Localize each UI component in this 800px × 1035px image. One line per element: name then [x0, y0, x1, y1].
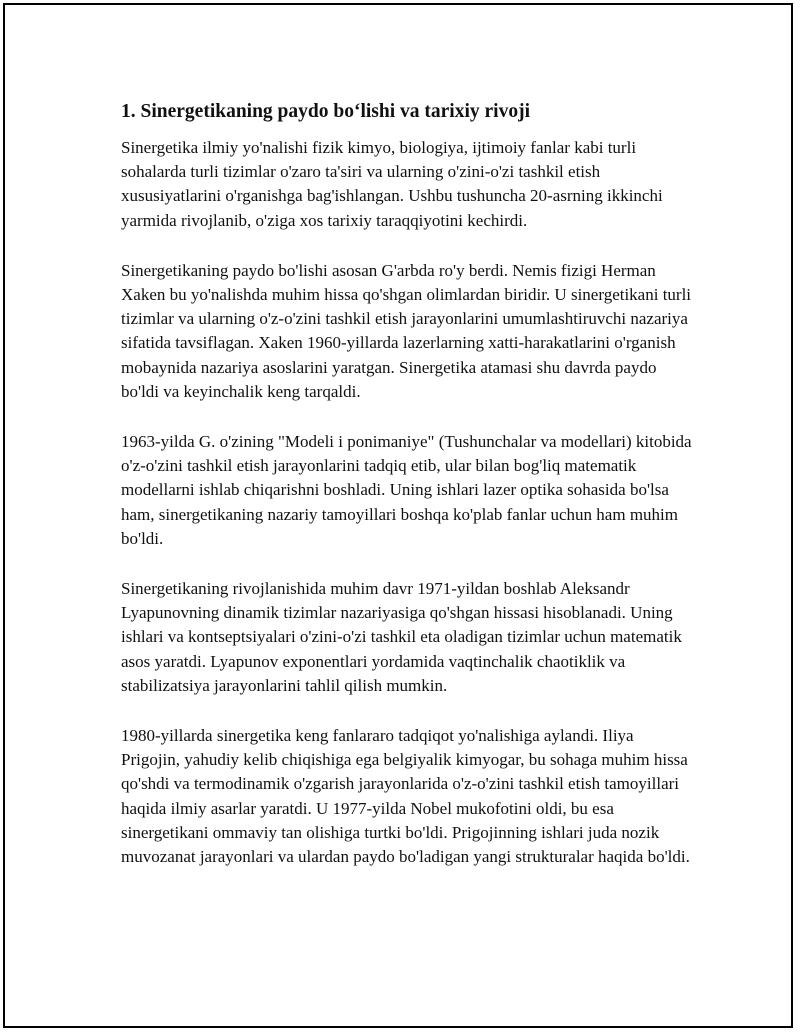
- document-body: [121, 99, 693, 895]
- page-frame: [3, 3, 793, 1028]
- paragraph-5: 1980-yillarda sinergetika keng fanlararo tadqiqot yo'nalishiga aylandi. Iliya Prigojin, yahudiy kelib chiqishiga ega belgiyalik kimyogar, bu sohaga muhim hissa qo'shdi va termodinamik o'zgarish jarayonlarida o'z-o'zini tashkil etish tamoyillari haqida ilmiy asarlar yaratdi. U 1977-yilda Nobel mukofotini oldi, bu esa sinergetikani ommaviy tan olishiga turtki bo'ldi. Prigojinning ishlari juda nozik muvozanat jarayonlari va ulardan paydo bo'ladigan yangi strukturalar haqida bo'ldi.: [121, 726, 690, 867]
- paragraph-1: Sinergetika ilmiy yo'nalishi fizik kimyo, biologiya, ijtimoiy fanlar kabi turli sohalarda turli tizimlar o'zaro ta'siri va ularning o'zini-o'zi tashkil etish xususiyatlarini o'rganishga bag'ishlangan. Ushbu tushuncha 20-asrning ikkinchi yarmida rivojlanib, o'ziga xos tarixiy taraqqiyotini kechirdi.: [121, 138, 663, 230]
- paragraph-4: Sinergetikaning rivojlanishida muhim davr 1971-yildan boshlab Aleksandr Lyapunovning dinamik tizimlar nazariyasiga qo'shgan hissasi hisoblanadi. Uning ishlari va kontseptsiyalari o'zini-o'zi tashkil eta oladigan tizimlar uchun matematik asos yaratdi. Lyapunov exponentlari yordamida vaqtinchalik chaotiklik va stabilizatsiya jarayonlarini tahlil qilish mumkin.: [121, 579, 682, 695]
- section-title: 1. Sinergetikaning paydo bo‘lishi va tarixiy rivoji: [121, 101, 530, 122]
- paragraph-3: 1963-yilda G. o'zining "Modeli i ponimaniye" (Tushunchalar va modellari) kitobida o'z-o'zini tashkil etish jarayonlarini tadqiq etib, ular bilan bog'liq matematik modellarni ishlab chiqarishni boshladi. Uning ishlari lazer optika sohasida bo'lsa ham, sinergetikaning nazariy tamoyillari boshqa ko'plab fanlar uchun ham muhim bo'ldi.: [121, 432, 692, 548]
- paragraph-2: Sinergetikaning paydo bo'lishi asosan G'arbda ro'y berdi. Nemis fizigi Herman Xaken bu yo'nalishda muhim hissa qo'shgan olimlardan biridir. U sinergetikani turli tizimlar va ularning o'z-o'zini tashkil etish jarayonlarini umumlashtiruvchi nazariya sifatida tavsiflagan. Xaken 1960-yillarda lazerlarning xatti-harakatlarini o'rganish mobaynida nazariya asoslarini yaratgan. Sinergetika atamasi shu davrda paydo bo'ldi va keyinchalik keng tarqaldi.: [121, 260, 692, 401]
